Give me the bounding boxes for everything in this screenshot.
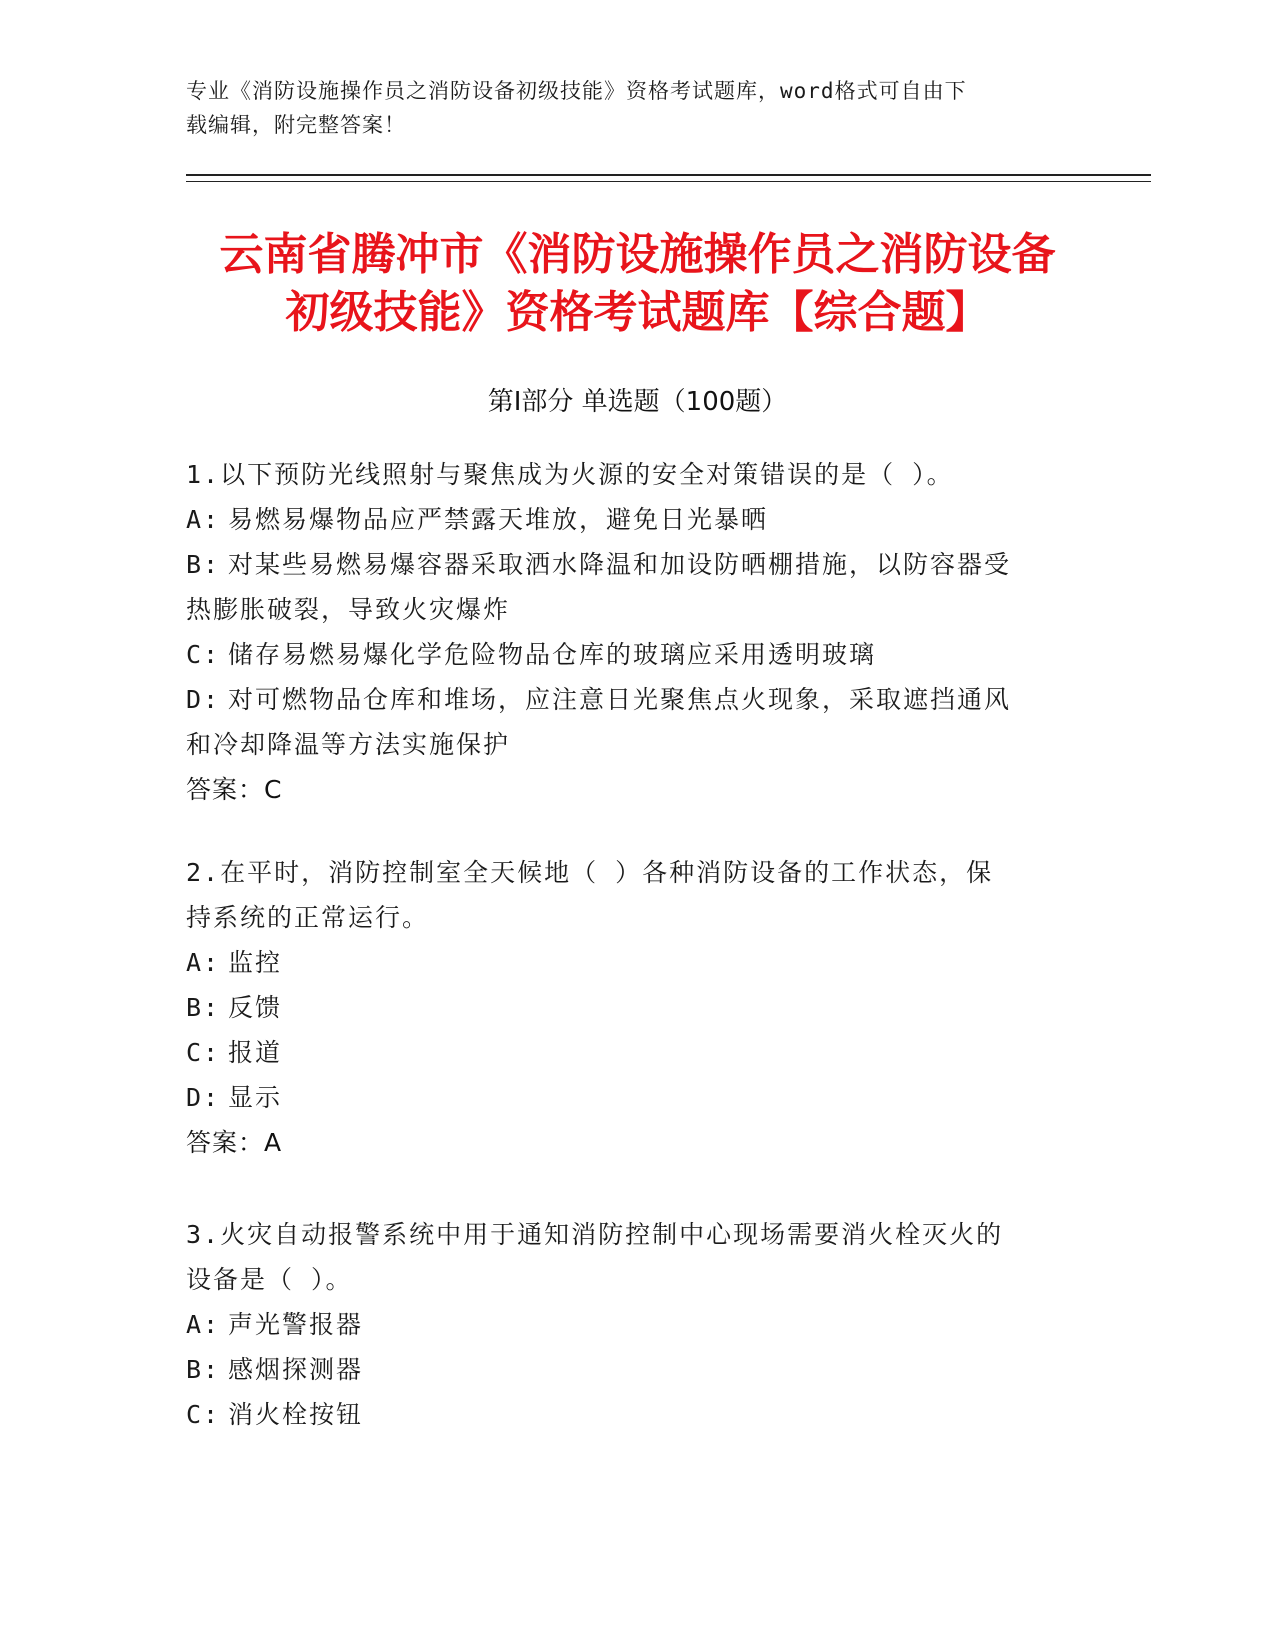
header-note-line-2: 载编辑，附完整答案！ [186, 113, 406, 137]
option-text: 易燃易爆物品应严禁露天堆放，避免日光暴晒 [228, 505, 769, 534]
option-text: 显示 [228, 1083, 283, 1112]
question-stem: 2.在平时，消防控制室全天候地（ ）各种消防设备的工作状态，保 [186, 858, 994, 887]
document-title-line-1: 云南省腾冲市《消防设施操作员之消防设备 [219, 229, 1056, 280]
option-key: A: [186, 948, 221, 977]
option-key: C: [186, 640, 221, 669]
question-option-c [186, 632, 1086, 677]
question-option-a [186, 497, 1086, 542]
question-1 [186, 452, 1086, 812]
question-option-d-continued: 和冷却降温等方法实施保护 [186, 730, 511, 759]
option-text: 监控 [228, 948, 283, 977]
header-note [186, 74, 1066, 142]
question-option-a [186, 1302, 1086, 1347]
option-text: 反馈 [228, 993, 283, 1022]
question-option-b [186, 985, 1086, 1030]
document-title [150, 226, 1125, 342]
document-title-line-2: 初级技能》资格考试题库【综合题】 [285, 287, 990, 338]
option-text: 对可燃物品仓库和堆场，应注意日光聚焦点火现象，采取遮挡通风 [228, 685, 1012, 714]
question-option-c [186, 1392, 1086, 1437]
header-divider-thick [186, 174, 1151, 176]
option-text: 感烟探测器 [228, 1355, 364, 1384]
option-key: D: [186, 685, 221, 714]
option-key: B: [186, 550, 221, 579]
question-stem-continued: 持系统的正常运行。 [186, 903, 430, 932]
option-key: B: [186, 1355, 221, 1384]
option-key: C: [186, 1038, 221, 1067]
option-key: C: [186, 1400, 221, 1429]
section-heading: 第Ⅰ部分 单选题（100题） [487, 387, 788, 417]
question-stem: 1.以下预防光线照射与聚焦成为火源的安全对策错误的是（ ）。 [186, 460, 954, 489]
question-2 [186, 850, 1086, 1165]
question-option-b [186, 542, 1086, 587]
question-answer: 答案：C [186, 775, 283, 804]
option-key: B: [186, 993, 221, 1022]
option-text: 对某些易燃易爆容器采取洒水降温和加设防晒棚措施，以防容器受 [228, 550, 1012, 579]
question-answer: 答案：A [186, 1128, 283, 1157]
question-option-c [186, 1030, 1086, 1075]
option-key: D: [186, 1083, 221, 1112]
option-text: 消火栓按钮 [228, 1400, 364, 1429]
option-text: 储存易燃易爆化学危险物品仓库的玻璃应采用透明玻璃 [228, 640, 877, 669]
question-3 [186, 1212, 1086, 1437]
question-stem: 3.火灾自动报警系统中用于通知消防控制中心现场需要消火栓灭火的 [186, 1220, 1004, 1249]
question-stem-continued: 设备是（ ）。 [186, 1265, 353, 1294]
question-option-d [186, 677, 1086, 722]
question-option-b-continued: 热膨胀破裂，导致火灾爆炸 [186, 595, 511, 624]
header-note-line-1: 专业《消防设施操作员之消防设备初级技能》资格考试题库，word格式可自由下 [186, 79, 967, 103]
option-key: A: [186, 1310, 221, 1339]
option-text: 声光警报器 [228, 1310, 364, 1339]
question-option-d [186, 1075, 1086, 1120]
header-divider-thin [186, 181, 1151, 182]
option-key: A: [186, 505, 221, 534]
question-option-a [186, 940, 1086, 985]
option-text: 报道 [228, 1038, 283, 1067]
question-option-b [186, 1347, 1086, 1392]
